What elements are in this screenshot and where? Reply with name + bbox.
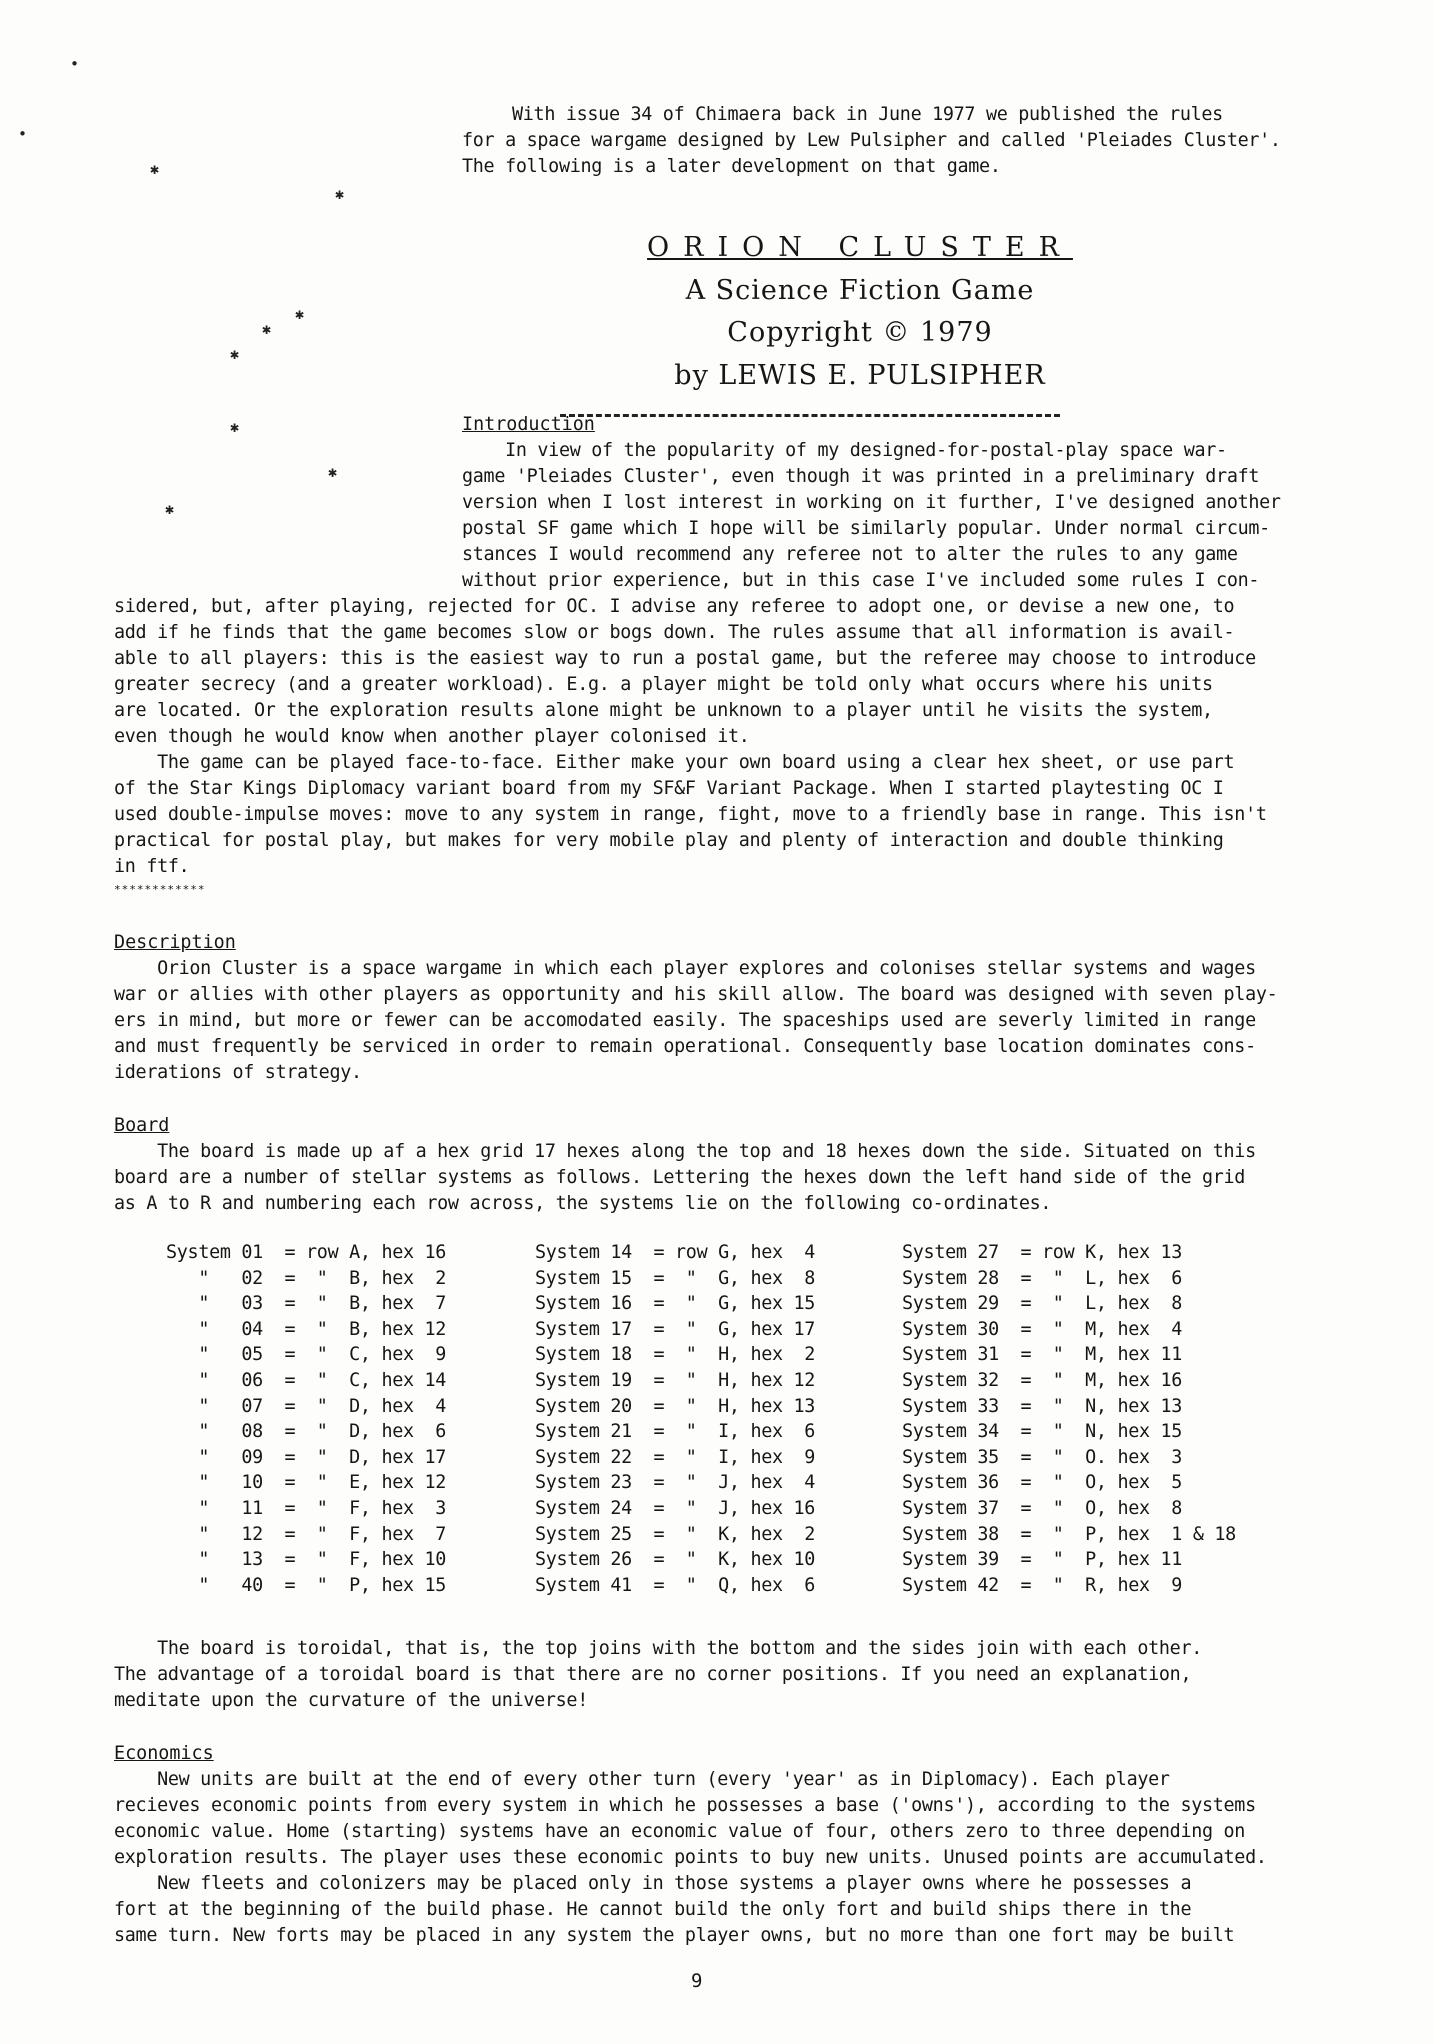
system-entry: System 37 = " O, hex 8 <box>902 1498 1183 1519</box>
paragraph-line: add if he finds that the game becomes slow or bogs down. The rules assume that all information is avail- <box>114 622 1235 643</box>
system-entry: System 27 = row K, hex 13 <box>902 1242 1183 1263</box>
system-entry: System 20 = " H, hex 13 <box>535 1395 816 1417</box>
system-entry: " 06 = " C, hex 14 <box>166 1370 447 1391</box>
byline: by LEWIS E. PULSIPHER <box>674 360 1046 391</box>
system-entry: " 13 = " F, hex 10 <box>166 1549 447 1571</box>
paragraph-line: stances I would recommend any referee not to alter the rules to any game <box>462 544 1238 565</box>
system-entry: " 40 = " P, hex 15 <box>166 1574 447 1596</box>
system-entry: " 11 = " F, hex 3 <box>166 1498 447 1519</box>
paragraph-line: The advantage of a toroidal board is that there are no corner positions. If you need an explanation, <box>114 1664 1192 1685</box>
section-heading-economics: Economics <box>114 1743 214 1764</box>
system-entry: " 02 = " B, hex 2 <box>166 1267 447 1289</box>
paragraph-line: The game can be played face-to-face. Either make your own board using a clear hex sheet, or use part <box>114 752 1235 773</box>
paragraph-line: without prior experience, but in this case I've included some rules I con- <box>462 570 1260 591</box>
paragraph-line: New fleets and colonizers may be placed only in those systems a player owns where he possesses a <box>114 1873 1192 1894</box>
paragraph-line: version when I lost interest in working on it further, I've designed another <box>462 492 1281 513</box>
section-heading-introduction: Introduction <box>462 414 595 435</box>
system-entry: System 33 = " N, hex 13 <box>902 1395 1183 1417</box>
system-entry: System 39 = " P, hex 11 <box>902 1549 1183 1571</box>
page-number: 9 <box>691 1970 703 1992</box>
paragraph-line: sidered, but, after playing, rejected for OC. I advise any referee to adopt one, or devise a new one, to <box>114 596 1235 617</box>
paragraph-line: in ftf. <box>114 856 190 877</box>
system-entry: System 26 = " K, hex 10 <box>535 1549 816 1571</box>
paragraph-line: economic value. Home (starting) systems have an economic value of four, others zero to three depending on <box>114 1821 1246 1842</box>
system-entry: System 23 = " J, hex 4 <box>535 1472 816 1494</box>
paragraph-line: used double-impulse moves: move to any system in range, fight, move to a friendly base in range. This isn't <box>114 804 1267 825</box>
paragraph-line: as A to R and numbering each row across, the systems lie on the following co-ordinates. <box>114 1193 1052 1214</box>
system-entry: " 12 = " F, hex 7 <box>166 1523 447 1545</box>
system-entry: System 35 = " O. hex 3 <box>902 1446 1183 1468</box>
paragraph-line: greater secrecy (and a greater workload). E.g. a player might be told only what occurs where his units <box>114 674 1213 695</box>
copyright-line: Copyright © 1979 <box>727 317 993 348</box>
system-entry: System 38 = " P, hex 1 & 18 <box>902 1523 1236 1545</box>
paragraph-line: war or allies with other players as opportunity and his skill allow. The board was designed with seven play- <box>114 984 1278 1005</box>
paragraph-line: able to all players: this is the easiest way to run a postal game, but the referee may choose to introduce <box>114 648 1256 669</box>
section-separator: ************ <box>114 883 206 896</box>
system-entry: System 31 = " M, hex 11 <box>902 1344 1183 1366</box>
paragraph-line: are located. Or the exploration results alone might be unknown to a player until he visits the system, <box>114 700 1213 721</box>
star-mark: ✱ <box>295 305 305 323</box>
system-entry: System 41 = " Q, hex 6 <box>535 1574 816 1596</box>
paragraph-line: of the Star Kings Diplomacy variant board from my SF&F Variant Package. When I started playtesting OC I <box>114 778 1224 799</box>
paragraph-line: game 'Pleiades Cluster', even though it was printed in a preliminary draft <box>462 466 1260 487</box>
system-entry: System 36 = " O, hex 5 <box>902 1472 1183 1494</box>
paragraph-line: same turn. New forts may be placed in any system the player owns, but no more than one fort may be built <box>114 1925 1235 1946</box>
system-entry: System 28 = " L, hex 6 <box>902 1267 1183 1289</box>
system-entry: " 03 = " B, hex 7 <box>166 1293 447 1315</box>
system-entry: System 16 = " G, hex 15 <box>535 1293 816 1315</box>
page-title: ORION CLUSTER <box>647 232 1073 263</box>
system-entry: " 05 = " C, hex 9 <box>166 1344 447 1366</box>
star-mark: ✱ <box>230 418 240 436</box>
star-mark: • <box>70 55 80 73</box>
preface-line: for a space wargame designed by Lew Pulsipher and called 'Pleiades Cluster'. <box>462 130 1281 151</box>
system-entry: System 19 = " H, hex 12 <box>535 1370 816 1391</box>
system-entry: System 34 = " N, hex 15 <box>902 1421 1183 1443</box>
paragraph-line: and must frequently be serviced in order to remain operational. Consequently base location dominates cons- <box>114 1036 1256 1057</box>
system-entry: " 09 = " D, hex 17 <box>166 1446 447 1468</box>
paragraph-line: In view of the popularity of my designed-for-postal-play space war- <box>462 440 1227 461</box>
section-heading-description: Description <box>114 932 236 953</box>
title-divider <box>560 414 1060 417</box>
system-entry: " 08 = " D, hex 6 <box>166 1421 447 1443</box>
subtitle: A Science Fiction Game <box>685 275 1035 306</box>
system-entry: " 10 = " E, hex 12 <box>166 1472 447 1494</box>
system-entry: System 22 = " I, hex 9 <box>535 1446 816 1468</box>
system-entry: System 29 = " L, hex 8 <box>902 1293 1183 1315</box>
star-mark: ✱ <box>165 500 175 518</box>
paragraph-line: The board is toroidal, that is, the top joins with the bottom and the sides join with each other. <box>114 1638 1202 1659</box>
paragraph-line: Orion Cluster is a space wargame in which each player explores and colonises stellar systems and wages <box>114 958 1256 979</box>
system-entry: System 01 = row A, hex 16 <box>166 1242 447 1263</box>
paragraph-line: meditate upon the curvature of the universe! <box>114 1690 588 1711</box>
paragraph-line: board are a number of stellar systems as follows. Lettering the hexes down the left hand side of the grid <box>114 1167 1246 1188</box>
star-mark: ✱ <box>150 160 160 178</box>
system-entry: " 04 = " B, hex 12 <box>166 1318 447 1340</box>
system-entry: System 17 = " G, hex 17 <box>535 1318 816 1340</box>
star-mark: • <box>18 125 28 143</box>
paragraph-line: exploration results. The player uses these economic points to buy new units. Unused points are accumulated. <box>114 1847 1267 1868</box>
paragraph-line: recieves economic points from every system in which he possesses a base ('owns'), according to the systems <box>114 1795 1256 1816</box>
preface-line: With issue 34 of Chimaera back in June 1977 we published the rules <box>512 104 1223 125</box>
system-entry: System 18 = " H, hex 2 <box>535 1344 816 1366</box>
system-entry: " 07 = " D, hex 4 <box>166 1395 447 1417</box>
paragraph-line: New units are built at the end of every other turn (every 'year' as in Diplomacy). Each player <box>114 1769 1170 1790</box>
system-entry: System 15 = " G, hex 8 <box>535 1267 816 1289</box>
paragraph-line: even though he would know when another player colonised it. <box>114 726 750 747</box>
paragraph-line: The board is made up af a hex grid 17 hexes along the top and 18 hexes down the side. Situated on this <box>114 1141 1256 1162</box>
star-mark: ✱ <box>262 320 272 338</box>
paragraph-line: practical for postal play, but makes for very mobile play and plenty of interaction and double thinking <box>114 830 1224 851</box>
system-entry: System 32 = " M, hex 16 <box>902 1370 1183 1391</box>
star-mark: ✱ <box>230 345 240 363</box>
paragraph-line: iderations of strategy. <box>114 1062 362 1083</box>
paragraph-line: ers in mind, but more or fewer can be accomodated easily. The spaceships used are severly limited in range <box>114 1010 1256 1031</box>
star-mark: ✱ <box>328 463 338 481</box>
star-mark: ✱ <box>335 185 345 203</box>
system-entry: System 21 = " I, hex 6 <box>535 1421 816 1443</box>
system-entry: System 25 = " K, hex 2 <box>535 1523 816 1545</box>
system-entry: System 14 = row G, hex 4 <box>535 1242 816 1263</box>
paragraph-line: postal SF game which I hope will be similarly popular. Under normal circum- <box>462 518 1270 539</box>
preface-line: The following is a later development on that game. <box>462 156 1001 177</box>
system-entry: System 24 = " J, hex 16 <box>535 1498 816 1519</box>
section-heading-board: Board <box>114 1115 170 1136</box>
system-entry: System 30 = " M, hex 4 <box>902 1318 1183 1340</box>
system-entry: System 42 = " R, hex 9 <box>902 1574 1183 1596</box>
paragraph-line: fort at the beginning of the build phase. He cannot build the only fort and build ships there in the <box>114 1899 1192 1920</box>
